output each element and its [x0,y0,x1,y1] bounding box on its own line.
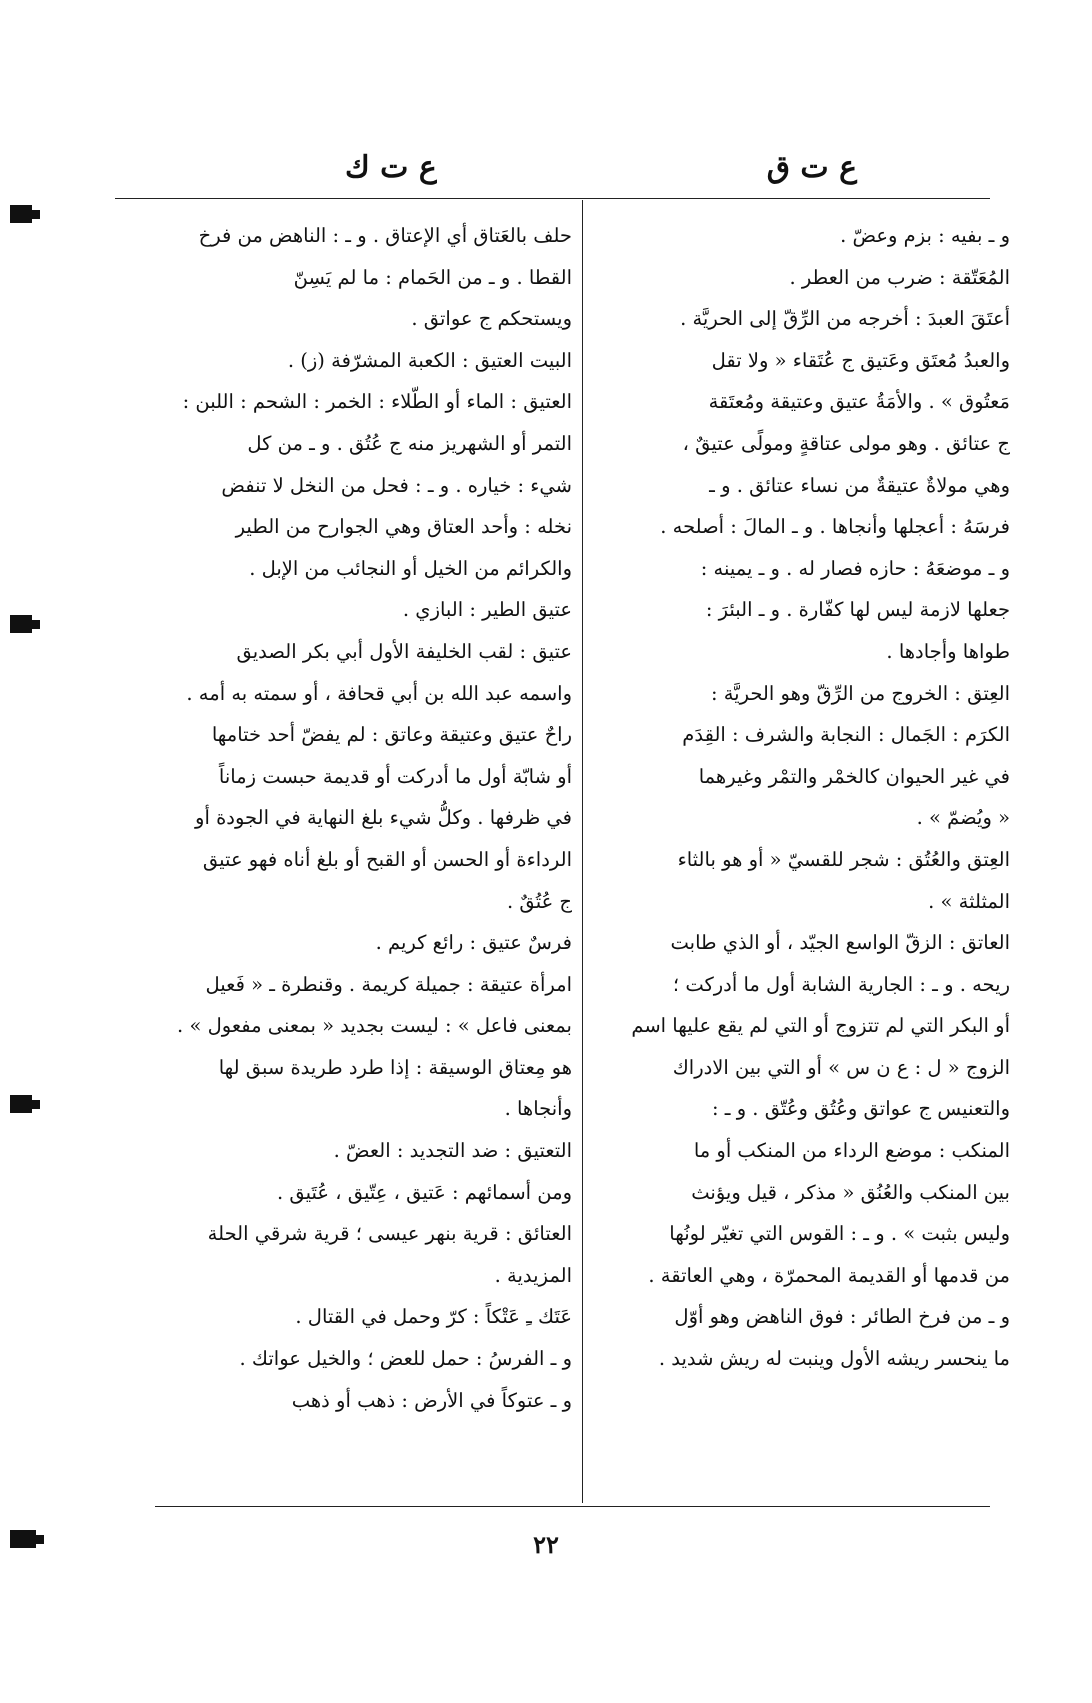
left-column-header: ع ت ك [345,150,437,185]
text-line: بمعنى فاعل » : ليست بجديد « بمعنى مفعول » . [177,1014,572,1038]
text-line: أو البكر التي لم تتزوج أو التي لم يقع عليها اسم [631,1014,1010,1038]
text-line: والكرائم من الخيل أو النجائب من الإبل . [249,556,572,580]
text-line: ريحه . و ـ : الجارية الشابة أول ما أدركت ؛ [672,972,1010,996]
text-line: العِتق : الخروج من الرِّقّ وهو الحريَّة : [710,681,1010,705]
text-line: هو مِعتاق الوسيقة : إذا طرد طريدة سبق لها [218,1055,572,1079]
text-line: بين المنكب والعُنُق « مذكر ، قيل ويؤنث [691,1180,1010,1204]
text-line: شيء : خياره . و ـ : فحل من النخل لا تنفض [221,473,572,497]
text-line: فرسَهُ : أعجلها وأنجاها . و ـ المالَ : أصلحه . [660,515,1010,539]
text-line: التعتيق : ضد التجديد : العضّ . [333,1139,572,1163]
text-line: الزوج « ل : ع ن س » أو التي بين الادراك [672,1055,1010,1079]
right-column-header: ع ت ق [766,150,857,185]
text-line: أعتَقَ العبدَ : أخرجه من الرِّقّ إلى الحريَّة . [680,307,1010,331]
text-line: من قدمها أو القديمة المحمرّة ، وهي العاتقة . [648,1263,1010,1287]
text-line: و ـ موضعَهُ : حازه فصار له . و ـ يمينه : [700,556,1010,580]
binding-mark [10,615,32,633]
text-line: عتيق : لقب الخليفة الأول أبي بكر الصديق [236,639,572,663]
binding-mark [10,205,32,223]
text-line: ما ينحسر ريشه الأول وينبت له ريش شديد . [658,1347,1010,1371]
text-line: والتعنيس ج عواتق وعُتُق وعُتّق . و ـ : [712,1097,1010,1121]
text-line: مَعتُوق » . والأمَةُ عتيق وعتيقة ومُعتَقة [708,390,1010,414]
text-line: عَتَك ـِ عَتْكاً : كرّ وحمل في القتال . [295,1305,572,1329]
text-line: وهي مولاةٌ عتيقةٌ من نساء عتائق . و ـ [709,473,1010,497]
text-line: العتائق : قرية بنهر عيسى ؛ قرية شرقي الحلة [207,1222,572,1246]
text-line: راحٌ عتيق وعتيقة وعاتق : لم يفضّ أحد ختامها [211,723,572,747]
right-column-text [520,215,1010,1500]
top-rule [115,198,990,199]
text-line: المُعَتّقة : ضرب من العطر . [789,265,1010,289]
text-line: الرداءة أو الحسن أو القبح أو بلغ أناه فهو عتيق [202,847,572,871]
text-line: واسمه عبد الله بن أبي قحافة ، أو سمته به أمه . [186,681,572,705]
text-line: ويستحكم ج عواتق . [411,307,572,331]
text-line: في غير الحيوان كالخمْر والتمْر وغيرهما [698,764,1010,788]
binding-mark [10,1530,36,1548]
text-line: جعلها لازمة ليس لها كفّارة . و ـ البئرَ : [705,598,1010,622]
text-line: و ـ بفيه : بزم وعضّ . [840,224,1010,247]
text-line: ج عتائق . وهو مولى عتاقةٍ ومولًى عتيقٌ ، [682,431,1010,455]
text-line: والعبدُ مُعتَق وعَتيق ج عُتَقاء « ولا تقل [711,348,1010,372]
text-line: أو شابّة أول ما أدركت أو قديمة حبست زماناً [218,764,572,788]
text-line: التمر أو الشهريز منه ج عُتُق . و ـ من كل [247,431,572,455]
text-line: البيت العتيق : الكعبة المشرّفة (ز) . [287,348,572,372]
text-line: نخله : وأحد العتاق وهي الجوارح من الطير [235,515,572,539]
text-line: القطا . و ـ من الحَمام : ما لم يَسِنّ [293,265,572,289]
text-line: حلف بالعَتاق أي الإعتاق . و ـ : الناهض من فرخ [198,224,572,247]
text-line: المنكب : موضع الرداء من المنكب أو ما [693,1139,1010,1163]
text-line: وأنجاها . [504,1097,572,1121]
text-line: امرأة عتيقة : جميلة كريمة . وقنطرة ـ « فَعيل [205,972,572,996]
text-line: في ظرفها . وكلُّ شيء بلغ النهاية في الجودة أو [195,806,572,830]
text-line: ومن أسمائهم : عَتيق ، عِتّيق ، عُتَيق . [276,1180,572,1204]
text-line: العاتق : الزقّ الواسع الجيّد ، أو الذي طابت [670,931,1010,955]
text-line: العتيق : الماء أو الطّلاء : الخمر : الشحم : اللبن : [182,390,572,414]
binding-mark [10,1095,32,1113]
text-line: فرسٌ عتيق : رائع كريم . [375,931,572,955]
text-line: و ـ عتوكاً في الأرض : ذهب أو ذهب [291,1388,572,1412]
text-line: ج عُتُقٌ . [507,889,572,913]
text-line: الكرَم : الجَمال : النجابة والشرف : القِدَم [682,723,1010,747]
bottom-rule [155,1506,990,1507]
text-line: طواها وأجادها . [886,639,1010,663]
text-line: « ويُضمّ » . [916,806,1010,830]
page-number: ٢٢ [533,1530,559,1559]
text-line: المثلثة » . [928,889,1010,913]
left-column-text [117,215,572,1500]
text-line: عتيق الطير : البازي . [402,598,572,622]
text-line: المزيدية . [494,1263,572,1287]
text-line: و ـ الفرسُ : حمل للعض ؛ والخيل عواتك . [239,1347,572,1371]
text-line: وليس بثبت » . و ـ : القوس التي تغيّر لونُها [669,1222,1010,1246]
text-line: و ـ من فرخ الطائر : فوق الناهض وهو أوّل [674,1305,1010,1329]
text-line: العِتق والعُتُق : شجر للقسيّ « أو هو بالثاء [677,847,1010,871]
